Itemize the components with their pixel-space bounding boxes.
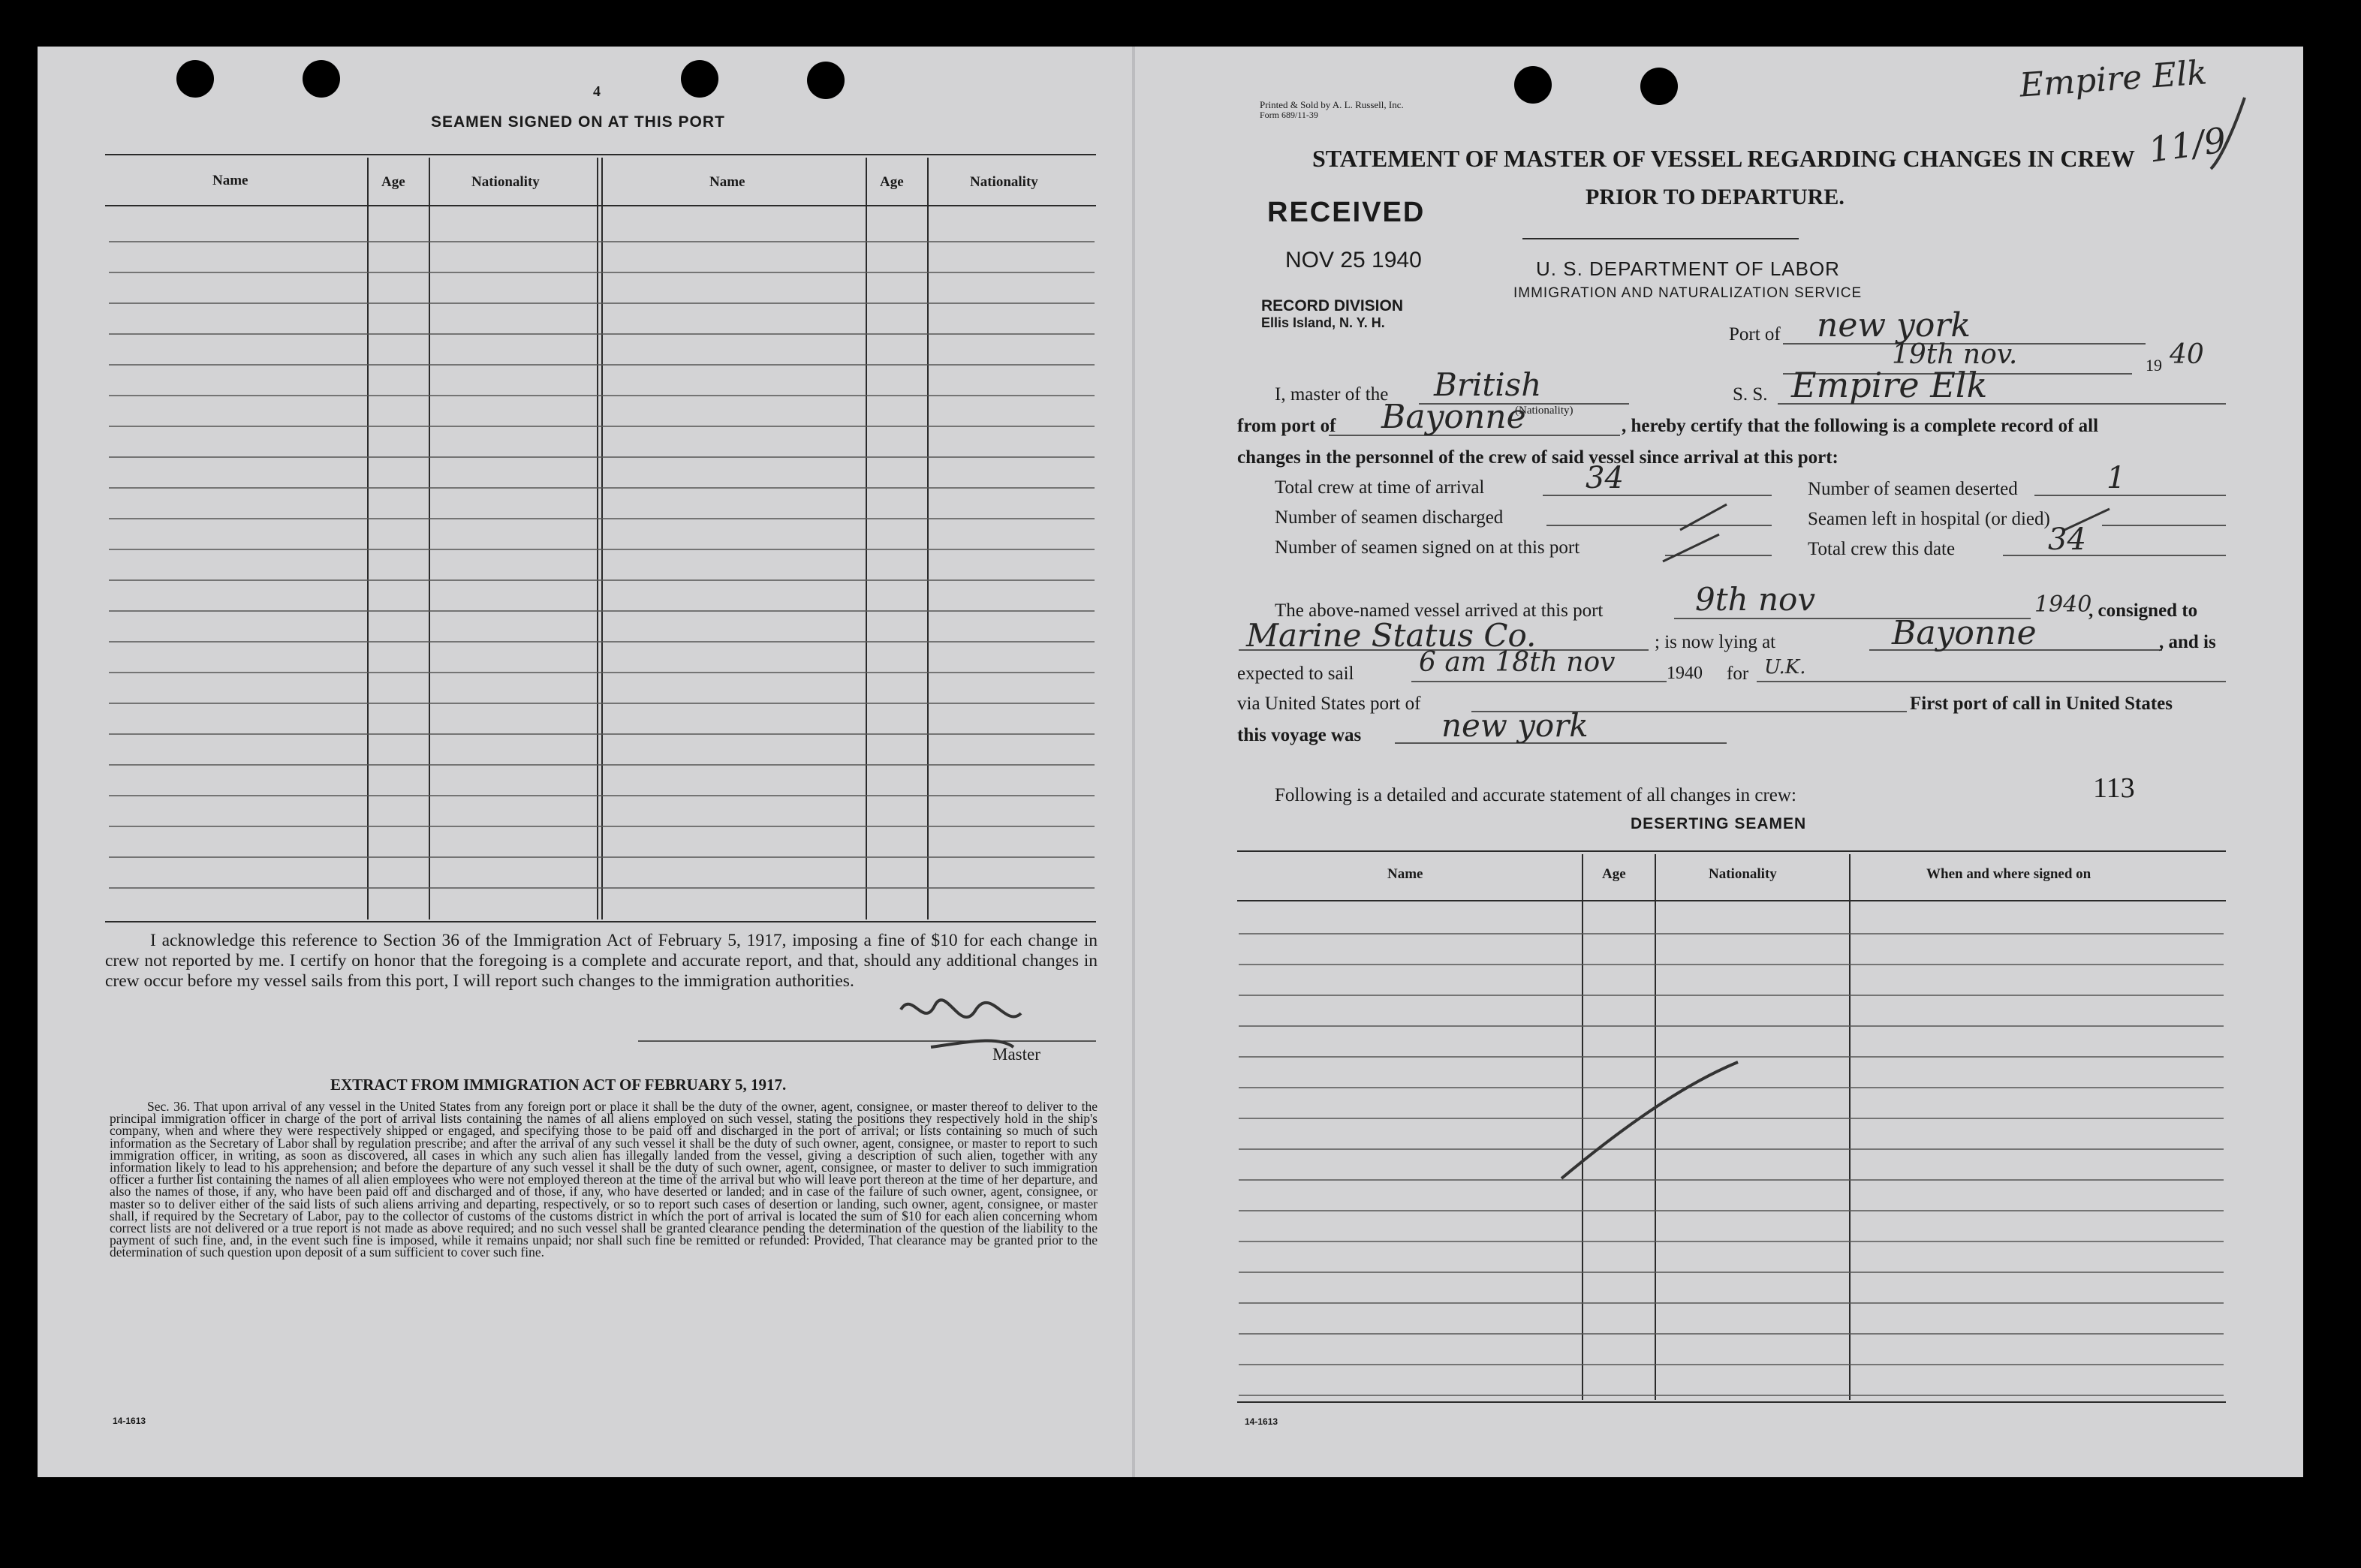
discharged-label: Number of seamen discharged <box>1275 507 1504 528</box>
lying-label: ; is now lying at <box>1655 632 1776 652</box>
lying-value: Bayonne <box>1892 614 2037 652</box>
nationality-value: British <box>1434 366 1542 403</box>
following-label: Following is a detailed and accurate statement of all changes in crew: <box>1275 785 1796 805</box>
hospital-label: Seamen left in hospital (or died) <box>1808 509 2050 529</box>
for-value: U.K. <box>1764 656 1806 679</box>
column-header: Nationality <box>1709 866 1777 882</box>
column-header: Age <box>880 174 904 190</box>
master-label: Master <box>992 1045 1040 1064</box>
corner-number: 11/9 <box>2146 119 2229 170</box>
following-number: 113 <box>2093 772 2135 804</box>
stamp-location: Ellis Island, N. Y. H. <box>1261 315 1385 330</box>
extract-text: Sec. 36. That upon arrival of any vessel in the United States from any foreign port or place it shall be the duty of the owner, agent, consignee, or master thereof to deliver to the principal immigration officer in charge of the port of arrival lists containing the names of all aliens employed on such vessel, stating the positions they respectively hold in the ship's company, when and where they were respectively shipped or engaged, and specifying those to be paid off and discharged in the port of arrival; or lists containing so much of such information as the Secretary of Labor shall by regulation prescribe; and after the arrival of any such vessel it shall be the duty of such owner, agent, consignee, or master to report to such immigration officer, in writing, as soon as discovered, all cases in which any such alien has illegally landed from the vessel, giving a description of such alien, together with any information likely to lead to his apprehension; and before the departure of any such vessel it shall be the duty of such owner, agent, consignee, or master to deliver to such immigration officer a further list containing the names of all alien employees who were not employed thereon at the time of the arrival but who will leave port thereon at the time of her departure, and also the names of those, if any, who have been paid off and discharged and of those, if any, who have deserted or landed; and in case of the failure of such owner, agent, consignee, or master so to deliver either of the said lists of such aliens arriving and departing, respectively, or so to report such cases of desertion or landing, such owner, agent, consignee, or master shall, if required by the Secretary of Labor, pay to the collector of customs of the customs district in which the port of arrival is located the sum of $10 for each alien concerning whom correct lists are not delivered or a true report is not made as above required; and no such vessel shall be granted clearance pending the determination of the question of the liability to the payment of such fine, and, in the event such fine is imposed, while it remains unpaid; nor shall such fine be remitted or refunded: Provided, That clearance may be granted prior to the determination of such question upon deposit of a sum sufficient to cover such fine. <box>110 1099 1098 1260</box>
extract-title: EXTRACT FROM IMMIGRATION ACT OF FEBRUARY 5, 1917. <box>330 1076 787 1094</box>
sail-value: 6 am 18th nov <box>1419 647 1616 678</box>
ss-label: S. S. <box>1733 384 1768 405</box>
voyage-label: this voyage was <box>1237 725 1362 745</box>
form-title: STATEMENT OF MASTER OF VESSEL REGARDING CHANGES IN CREW <box>1312 145 2135 172</box>
first-port-label: First port of call in United States <box>1910 694 2173 714</box>
port-of-label: Port of <box>1729 324 1781 345</box>
column-header: Name <box>1387 866 1423 882</box>
stamp-date: NOV 25 1940 <box>1285 248 1422 272</box>
stamp-division: RECORD DIVISION <box>1261 297 1404 315</box>
consignee-value: Marine Status Co. <box>1246 617 1537 654</box>
via-label: via United States port of <box>1237 694 1421 714</box>
year-suffix: 40 <box>2170 339 2204 370</box>
service-name: IMMIGRATION AND NATURALIZATION SERVICE <box>1513 285 1863 301</box>
department-name: U. S. DEPARTMENT OF LABOR <box>1536 257 1840 280</box>
corner-note: Empire Elk <box>2018 53 2209 105</box>
from-port-label: from port of <box>1237 416 1336 436</box>
and-is-label: , and is <box>2159 632 2216 652</box>
column-header: Age <box>1602 866 1626 882</box>
port-of-value: new york <box>1817 306 1971 345</box>
certify-text: , hereby certify that the following is a complete record of all <box>1622 416 2099 436</box>
arrived-value: 9th nov <box>1695 581 1816 618</box>
sail-year: 1940 <box>1667 664 1703 683</box>
column-header: Age <box>381 174 405 190</box>
total-date-label: Total crew this date <box>1808 539 1956 559</box>
column-header: Name <box>212 173 248 188</box>
total-arrival-label: Total crew at time of arrival <box>1275 477 1485 498</box>
deserted-value: 1 <box>2107 461 2126 495</box>
acknowledgement-text: I acknowledge this reference to Section 36 of the Immigration Act of February 5, 1917, imposing a fine of $10 for each change in crew not reported by me. I certify on honor that the foregoing is a complete and accurate report, and that, should any additional changes in crew occur before my vessel sails from this port, I will report such changes to the immigration authorities. <box>105 931 1098 991</box>
total-date-value: 34 <box>2048 522 2086 557</box>
nationality-caption: (Nationality) <box>1515 405 1573 417</box>
deserting-title: DESERTING SEAMEN <box>1631 815 1807 832</box>
master-of-label: I, master of the <box>1275 384 1389 405</box>
printer-line: Printed & Sold by A. L. Russell, Inc. <box>1260 99 1404 110</box>
column-header: Nationality <box>471 174 540 190</box>
column-header: Name <box>709 174 745 190</box>
date-value: 19th nov. <box>1892 339 2018 370</box>
voyage-value: new york <box>1441 707 1589 744</box>
ship-name: Empire Elk <box>1791 365 1988 405</box>
consigned-label: , consigned to <box>2088 600 2198 621</box>
total-arrival-value: 34 <box>1586 461 1624 495</box>
deserted-label: Number of seamen deserted <box>1808 479 2018 499</box>
left-page-title: SEAMEN SIGNED ON AT THIS PORT <box>431 113 725 131</box>
form-title-line2: PRIOR TO DEPARTURE. <box>1586 185 1845 209</box>
column-header: Nationality <box>970 174 1038 190</box>
from-port-value: Bayonne <box>1381 398 1526 436</box>
year-prefix: 19 <box>2146 356 2162 375</box>
signed-on-label: Number of seamen signed on at this port <box>1275 537 1580 558</box>
page-number: 4 <box>593 83 601 100</box>
received-stamp: RECEIVED <box>1267 197 1426 228</box>
arrived-label: The above-named vessel arrived at this port <box>1275 600 1604 621</box>
for-label: for <box>1727 664 1749 684</box>
arrived-year: 1940 <box>2034 591 2092 618</box>
form-code: 14-1613 <box>113 1416 146 1426</box>
certify-text-2: changes in the personnel of the crew of said vessel since arrival at this port: <box>1237 447 1839 468</box>
form-code: 14-1613 <box>1245 1416 1278 1427</box>
sail-label: expected to sail <box>1237 664 1354 684</box>
form-number: Form 689/11-39 <box>1260 110 1318 120</box>
column-header: When and where signed on <box>1926 866 2091 882</box>
